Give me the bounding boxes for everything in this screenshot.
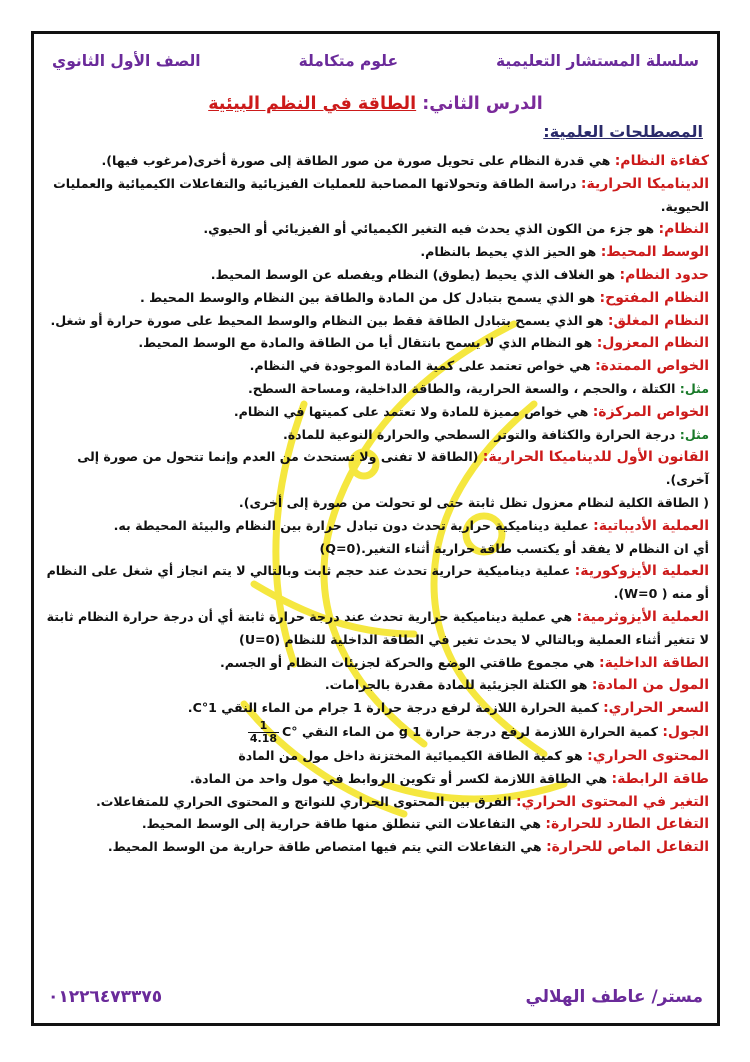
- term-entry: [44, 287, 709, 310]
- series-name: سلسلة المستشار التعليمية: [496, 52, 699, 70]
- term-label: المول من المادة:: [591, 677, 709, 694]
- term-label: حدود النظام:: [619, 266, 709, 283]
- term-label: الخواص الممتدة:: [595, 358, 709, 375]
- header-row: [52, 46, 699, 76]
- fraction-numerator: 1: [248, 720, 279, 733]
- term-definition: الفرق بين المحتوى الحراري للنواتج و المحتوى الحراري للمتفاعلات.: [95, 793, 512, 809]
- term-definition: هي خواص مميزة للمادة ولا تعتمد على كميتها في النظام.: [233, 403, 589, 419]
- term-entry: [44, 606, 709, 652]
- term-entry: [44, 791, 709, 814]
- term-label: المحتوى الحراري:: [587, 747, 709, 764]
- example-label: مثل:: [679, 380, 709, 396]
- author-name: مستر/ عاطف الهلالي: [525, 987, 703, 1007]
- term-label: التفاعل الطارد للحرارة:: [545, 816, 709, 833]
- term-label: الخواص المركزة:: [592, 403, 709, 420]
- term-entry: [44, 768, 709, 791]
- term-label: النظام المفتوح:: [599, 289, 709, 306]
- fraction: [248, 720, 279, 745]
- document-page: [31, 31, 720, 1026]
- subject-name: علوم متكاملة: [298, 52, 399, 70]
- lesson-prefix: الدرس الثاني:: [422, 94, 543, 114]
- term-entry: [44, 264, 709, 287]
- term-definition: كمية الحرارة اللازمة لرفع درجة حرارة g 1 من الماء النقي °C: [282, 723, 658, 739]
- term-definition: هي عملية ديناميكية حرارية تحدث عند درجة حرارة ثابتة أي أن درجة حرارة النظام ثابتة لا تتغير أثناء العملية وبالتالي لا يحدث تغير في الطاقة الداخلية للنظام (U=0): [46, 608, 709, 647]
- term-label: الوسط المحيط:: [600, 244, 709, 261]
- term-definition: دراسة الطاقة وتحولاتها المصاحبة للعمليات الفيزيائية والتفاعلات الكيميائية والعمليات الحيوية.: [53, 175, 709, 214]
- term-entry: [44, 446, 709, 492]
- lesson-title: [34, 94, 717, 114]
- term-definition: هو الكتلة الجزيئية للمادة مقدرة بالجرامات.: [324, 677, 588, 693]
- term-entry: [44, 697, 709, 720]
- term-definition: هي قدرة النظام على تحويل صورة من صور الطاقة إلى صورة أخرى(مرغوب فيها).: [101, 153, 611, 168]
- fraction-denominator: 4.18: [249, 731, 278, 745]
- phone-number: ٠١٢٢٦٤٧٣٣٧٥: [48, 987, 163, 1007]
- term-label: النظام:: [658, 221, 709, 238]
- grade-name: الصف الأول الثانوي: [52, 52, 201, 70]
- term-definition: عملية ديناميكية حرارية تحدث عند حجم ثابت وبالتالي لا يتم انجاز أي شغل على النظام أو منه ( W=0).: [46, 563, 709, 602]
- term-entry: [44, 674, 709, 697]
- term-definition: هي الطاقة اللازمة لكسر أو تكوين الروابط في مول واحد من المادة.: [189, 770, 608, 786]
- term-definition: هو الحيز الذي يحيط بالنظام.: [420, 244, 597, 260]
- term-definition: هو الذي يسمح بتبادل كل من المادة والطاقة بين النظام والوسط المحيط .: [140, 289, 596, 305]
- term-label: الجول:: [662, 723, 709, 740]
- term-definition: هو جزء من الكون الذي يحدث فيه التغير الكيميائي أو الفيزيائي أو الحيوي.: [203, 221, 655, 237]
- term-definition: أي ان النظام لا يفقد أو يكتسب طاقة حرارية أثناء التغير.(Q=0): [319, 540, 709, 556]
- term-entry: [44, 401, 709, 424]
- term-entry: [44, 652, 709, 675]
- term-entry: [44, 538, 709, 561]
- term-label: الطاقة الداخلية:: [598, 654, 709, 671]
- term-definition: هو الغلاف الذي يحيط (يطوق) النظام ويفصله عن الوسط المحيط.: [210, 266, 616, 282]
- section-title: المصطلحات العلمية:: [543, 122, 703, 141]
- example-label: مثل:: [679, 426, 709, 442]
- term-label: السعر الحراري:: [603, 700, 709, 717]
- term-entry: [44, 332, 709, 355]
- term-definition: كمية الحرارة اللازمة لرفع درجة حرارة 1 جرام من الماء النقي 1°C.: [187, 700, 599, 716]
- term-definition: عملية ديناميكية حرارية تحدث دون تبادل حرارة بين النظام والبيئة المحيطة به.: [113, 517, 589, 533]
- term-entry: [44, 492, 709, 515]
- term-entry: [44, 813, 709, 836]
- term-definition: هو الذي يسمح بتبادل الطاقة فقط بين النظام والوسط المحيط على صورة حرارة أو شغل.: [50, 312, 604, 328]
- term-label: كفاءة النظام:: [614, 153, 709, 169]
- term-entry: [44, 310, 709, 333]
- term-definition: هي التفاعلات التي يتم فيها امتصاص طاقة حرارية من الوسط المحيط.: [107, 839, 542, 855]
- term-entry: [44, 836, 709, 859]
- term-entry: [44, 424, 709, 447]
- term-definition: هي التفاعلات التي تنطلق منها طاقة حرارية إلى الوسط المحيط.: [141, 816, 541, 832]
- term-definition: (الطاقة لا تفنى ولا تستحدث من العدم وإنما تتحول من صورة إلى آخرى).: [77, 449, 709, 488]
- term-definition: درجة الحرارة والكثافة والتوتر السطحي والحرارة النوعية للمادة.: [282, 426, 676, 442]
- term-label: النظام المعزول:: [596, 335, 709, 352]
- term-label: طاقة الرابطة:: [611, 770, 709, 787]
- lesson-name: الطاقة في النظم البيئية: [208, 94, 417, 114]
- term-definition: هي مجموع طاقتي الوضع والحركة لجزيئات النظام أو الجسم.: [219, 654, 595, 670]
- term-label: العملية الأيزوكورية:: [574, 563, 709, 580]
- term-entry: [44, 515, 709, 538]
- term-definition: هي خواص تعتمد على كمية المادة الموجودة في النظام.: [249, 358, 591, 374]
- term-entry: [44, 241, 709, 264]
- term-entry: [44, 720, 709, 745]
- term-entry: [44, 560, 709, 606]
- term-label: الديناميكا الحرارية:: [580, 175, 709, 192]
- term-label: العملية الأيزوثرمية:: [576, 608, 709, 625]
- term-entry: [44, 745, 709, 768]
- terms-list: [44, 150, 709, 859]
- term-definition: هو النظام الذي لا يسمح بانتقال أيا من الطاقة والمادة مع الوسط المحيط.: [138, 335, 593, 351]
- term-label: القانون الأول للديناميكا الحرارية:: [482, 449, 709, 466]
- term-label: التفاعل الماص للحرارة:: [546, 839, 709, 856]
- term-definition: الكتلة ، والحجم ، والسعة الحرارية، والطاقة الداخلية، ومساحة السطح.: [248, 380, 676, 396]
- term-entry: [44, 173, 709, 219]
- term-label: العملية الأديباتية:: [593, 517, 709, 534]
- term-entry: [44, 150, 709, 173]
- term-definition: هو كمية الطاقة الكيميائية المختزنة داخل مول من المادة: [238, 747, 583, 763]
- term-label: التغير في المحتوى الحراري:: [515, 793, 709, 810]
- term-label: النظام المغلق:: [607, 312, 709, 329]
- term-definition: ( الطاقة الكلية لنظام معزول تظل ثابتة حتى لو تحولت من صورة إلى أخرى).: [238, 494, 709, 510]
- term-entry: [44, 355, 709, 378]
- term-entry: [44, 378, 709, 401]
- term-entry: [44, 218, 709, 241]
